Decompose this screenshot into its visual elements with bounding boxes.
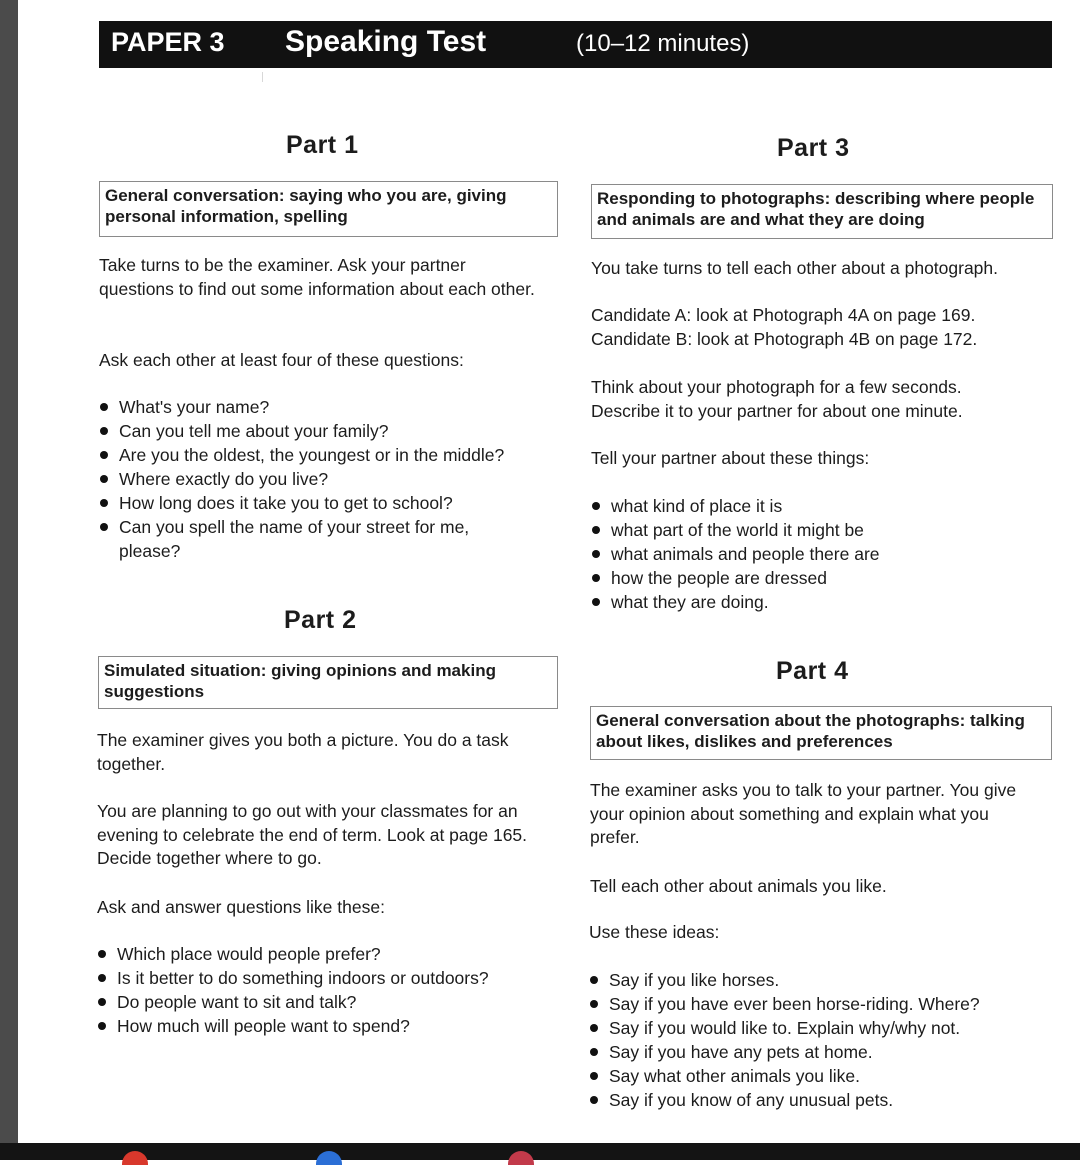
part1-task-box: General conversation: saying who you are, giving personal information, spelling — [99, 181, 558, 237]
page-title: Speaking Test — [285, 25, 487, 58]
part2-intro: The examiner gives you both a picture. You do a task together. — [97, 730, 509, 774]
part2-task-box: Simulated situation: giving opinions and making suggestions — [98, 656, 558, 709]
list-item: How long does it take you to get to school? — [99, 491, 549, 515]
part2-question-list — [97, 942, 547, 1038]
scan-mark — [262, 72, 263, 82]
list-item: Is it better to do something indoors or outdoors? — [97, 966, 547, 990]
header-bar — [99, 21, 1052, 68]
part3-point-list — [591, 494, 1041, 614]
list-item: Say if you like horses. — [589, 968, 1049, 992]
test-duration: (10–12 minutes) — [576, 30, 750, 57]
part3-task-box: Responding to photographs: describing where people and animals are and what they are doing — [591, 184, 1053, 239]
part4-intro: The examiner asks you to talk to your partner. You give your opinion about something and explain what you prefer. — [590, 780, 1017, 847]
list-item: Say if you know of any unusual pets. — [589, 1088, 1049, 1112]
list-item: Where exactly do you live? — [99, 467, 549, 491]
part4-heading: Part 4 — [776, 657, 849, 685]
list-item: How much will people want to spend? — [97, 1014, 547, 1038]
part2-situation: You are planning to go out with your classmates for an evening to celebrate the end of term. Look at page 165. Decide together where to go. — [97, 801, 528, 868]
part3-heading: Part 3 — [777, 134, 850, 162]
list-item: Can you tell me about your family? — [99, 419, 549, 443]
list-item: Which place would people prefer? — [97, 942, 547, 966]
part3-candidate-b: Candidate B: look at Photograph 4B on page 172. — [591, 329, 978, 349]
part4-topic: Tell each other about animals you like. — [590, 876, 887, 896]
scan-left-edge — [0, 0, 18, 1143]
list-item: Can you spell the name of your street for me, please? — [99, 515, 514, 563]
part4-idea-list — [589, 968, 1049, 1112]
list-item: Say if you have ever been horse-riding. Where? — [589, 992, 1049, 1016]
list-item: What's your name? — [99, 395, 549, 419]
list-item: Do people want to sit and talk? — [97, 990, 547, 1014]
list-item: what kind of place it is — [591, 494, 1041, 518]
list-item: Say if you have any pets at home. — [589, 1040, 1049, 1064]
list-item: what part of the world it might be — [591, 518, 1041, 542]
part4-instruction: Use these ideas: — [589, 922, 720, 942]
part1-question-list — [99, 395, 549, 563]
list-item: Say what other animals you like. — [589, 1064, 1049, 1088]
part3-think: Think about your photograph for a few seconds. Describe it to your partner for about one minute. — [591, 377, 963, 421]
list-item: Are you the oldest, the youngest or in the middle? — [99, 443, 549, 467]
list-item: how the people are dressed — [591, 566, 1041, 590]
part2-heading: Part 2 — [284, 606, 357, 634]
paper-number: PAPER 3 — [111, 27, 225, 57]
list-item: what they are doing. — [591, 590, 1041, 614]
part1-intro: Take turns to be the examiner. Ask your partner questions to find out some information about each other. — [99, 255, 535, 299]
list-item: Say if you would like to. Explain why/why not. — [589, 1016, 1049, 1040]
part3-intro: You take turns to tell each other about a photograph. — [591, 258, 999, 278]
part3-candidate-a: Candidate A: look at Photograph 4A on page 169. — [591, 305, 976, 325]
part4-task-box: General conversation about the photographs: talking about likes, dislikes and preferences — [590, 706, 1052, 760]
part3-instruction: Tell your partner about these things: — [591, 448, 870, 468]
part1-instruction: Ask each other at least four of these questions: — [99, 350, 464, 370]
part1-heading: Part 1 — [286, 131, 359, 159]
list-item: what animals and people there are — [591, 542, 1041, 566]
part2-instruction: Ask and answer questions like these: — [97, 897, 385, 917]
taskbar — [0, 1143, 1080, 1160]
